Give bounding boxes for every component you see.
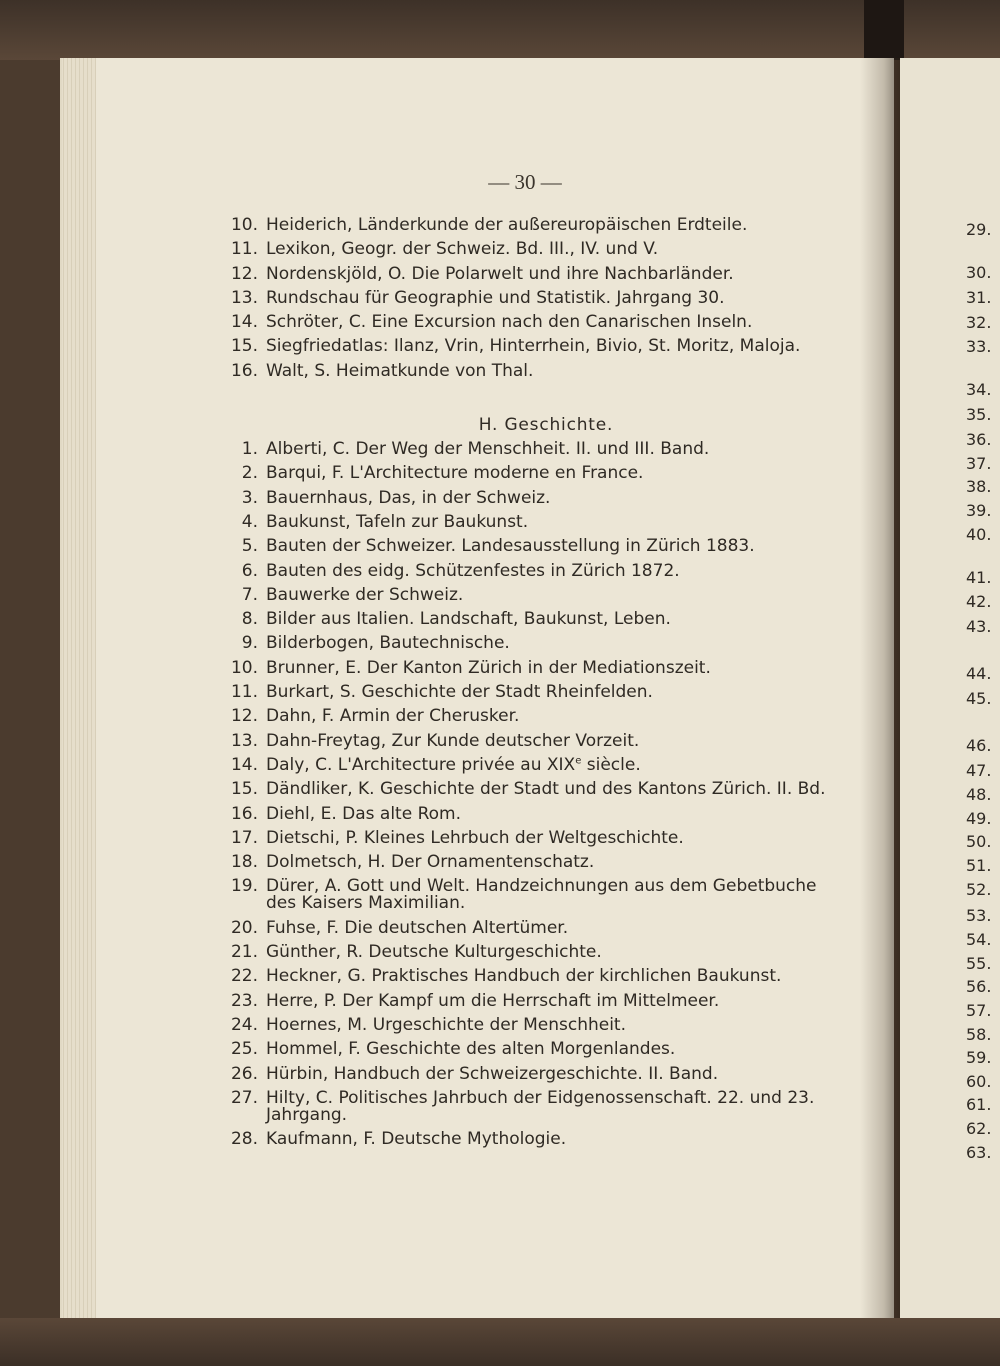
list-item-number: 17.: [230, 827, 258, 848]
list-item-text-main: Heiderich, Länderkunde der außereuropäischen Erdteile.: [266, 215, 748, 235]
list-item-text: [266, 241, 826, 258]
list-item-number: 14.: [230, 754, 258, 775]
geography-list-continuation: [216, 217, 856, 380]
list-item-number: 11.: [230, 682, 258, 703]
list-item-number: 10.: [230, 215, 258, 235]
list-item-text-main: Kaufmann, F. Deutsche Mythologie.: [266, 1129, 567, 1150]
list-item-text: [266, 314, 826, 331]
list-item: [216, 990, 856, 1011]
list-item-text-main: Herre, P. Der Kampf um die Herrschaft im Mittelmeer.: [266, 990, 720, 1011]
list-item-number: 21.: [230, 942, 258, 963]
list-item-number: 27.: [230, 1087, 258, 1108]
list-item-number: 11.: [230, 239, 258, 260]
list-item-text-main: Hürbin, Handbuch der Schweizergeschichte. II. Band.: [266, 1063, 719, 1084]
right-page-number: 59.: [966, 1048, 992, 1067]
right-page-number: 58.: [966, 1025, 992, 1044]
list-item-text: [266, 878, 826, 912]
list-item-text-main: Dolmetsch, H. Der Ornamentenschatz.: [266, 852, 595, 873]
list-item-number: 5.: [241, 536, 258, 557]
list-item-text: [266, 968, 826, 985]
list-item-number: 25.: [230, 1039, 258, 1060]
list-item-text-main: Diehl, E. Das alte Rom.: [266, 803, 461, 824]
list-item-text-tail: siècle.: [581, 754, 641, 775]
list-item-number: 10.: [230, 657, 258, 678]
list-item-text-main: Burkart, S. Geschichte der Stadt Rheinfelden.: [266, 682, 653, 703]
right-page-number: 41.: [966, 568, 992, 587]
list-item-text: [266, 465, 826, 482]
list-item-text-main: Rundschau für Geographie und Statistik. Jahrgang 30.: [266, 287, 725, 308]
list-item-number: 9.: [241, 633, 258, 654]
list-item-text-main: Bilder aus Italien. Landschaft, Baukunst, Leben.: [266, 609, 671, 630]
list-item-text-main: Hilty, C. Politisches Jahrbuch der Eidgenossenschaft. 22. und 23. Jahrgang.: [266, 1087, 815, 1125]
list-item: [216, 708, 856, 725]
list-item-text-main: Siegfriedatlas: Ilanz, Vrin, Hinterrhein, Bivio, St. Moritz, Maloja.: [266, 336, 801, 357]
right-page-number: 52.: [966, 880, 992, 899]
list-item: [216, 730, 856, 751]
list-item-number: 12.: [230, 263, 258, 284]
list-item-number: 26.: [230, 1063, 258, 1084]
list-item: [216, 803, 856, 824]
list-item: [216, 657, 856, 678]
list-item-text: [266, 827, 826, 848]
right-page-number: 47.: [966, 761, 992, 780]
list-item-number: 4.: [241, 511, 258, 532]
list-item-text: [266, 917, 826, 938]
list-item-text: [266, 730, 826, 751]
right-page-number: 46.: [966, 736, 992, 755]
list-item-text-main: Daly, C. L'Architecture privée au XIX: [266, 754, 576, 775]
list-item-number: 16.: [230, 803, 258, 824]
list-item: [216, 560, 856, 581]
list-item-number: 16.: [230, 360, 258, 381]
list-item-text: [266, 441, 826, 458]
list-item-text: [266, 657, 826, 678]
list-item: [216, 968, 856, 985]
list-item-number: 7.: [241, 584, 258, 605]
section-spacer: [216, 387, 856, 415]
list-item: [216, 1131, 856, 1148]
list-item: [216, 241, 856, 258]
list-item-text: [266, 1087, 826, 1125]
list-item: [216, 878, 856, 912]
right-page-number: 38.: [966, 477, 992, 496]
list-item-number: 1.: [241, 439, 258, 460]
list-item-number: 24.: [230, 1014, 258, 1035]
list-item-text: [266, 708, 826, 725]
right-page-number: 50.: [966, 832, 992, 851]
list-item-text: [266, 560, 826, 581]
list-item: [216, 360, 856, 381]
list-item: [216, 944, 856, 961]
list-item-text-main: Hoernes, M. Urgeschichte der Menschheit.: [266, 1014, 626, 1035]
list-item-number: 6.: [241, 560, 258, 581]
list-item-text: [266, 754, 826, 775]
right-page-number: 45.: [966, 689, 992, 708]
right-page-number: 31.: [966, 288, 992, 307]
right-page-number: 37.: [966, 454, 992, 473]
book-cover-bottom: [0, 1318, 1000, 1366]
list-item-text-main: Barqui, F. L'Architecture moderne en France.: [266, 463, 644, 484]
gutter-shadow: [860, 58, 900, 1318]
list-item: [216, 263, 856, 284]
history-list: [216, 441, 856, 1148]
list-item-text-main: Günther, R. Deutsche Kulturgeschichte.: [266, 942, 602, 963]
bibliography-list: [216, 217, 856, 1155]
list-item-text: [266, 1014, 826, 1035]
right-page-number: 49.: [966, 809, 992, 828]
page-edges: [60, 58, 96, 1318]
list-item: [216, 611, 856, 628]
list-item-text: [266, 944, 826, 961]
list-item-number: 20.: [230, 917, 258, 938]
list-item: [216, 287, 856, 308]
right-page-number: 29.: [966, 220, 992, 239]
right-page-number: 56.: [966, 977, 992, 996]
right-page-number: 43.: [966, 617, 992, 636]
list-item: [216, 465, 856, 482]
list-item-text: [266, 611, 826, 628]
list-item-text-main: Bauten des eidg. Schützenfestes in Zürich 1872.: [266, 560, 680, 581]
list-item-number: 3.: [241, 487, 258, 508]
list-item: [216, 635, 856, 652]
right-page-number: 40.: [966, 525, 992, 544]
list-item-text-main: Hommel, F. Geschichte des alten Morgenlandes.: [266, 1039, 676, 1060]
list-item-text-main: Bauernhaus, Das, in der Schweiz.: [266, 487, 551, 508]
list-item: [216, 1014, 856, 1035]
list-item-text-main: Dürer, A. Gott und Welt. Handzeichnungen aus dem Gebetbuche des Kaisers Maximilian.: [266, 876, 817, 914]
list-item-number: 28.: [230, 1129, 258, 1150]
list-item-number: 8.: [241, 609, 258, 630]
list-item: [216, 854, 856, 871]
list-item-text-main: Bilderbogen, Bautechnische.: [266, 633, 510, 654]
list-item-text: [266, 487, 826, 508]
right-page-number: 42.: [966, 592, 992, 611]
list-item-text: [266, 854, 826, 871]
list-item-text-main: Bauten der Schweizer. Landesausstellung in Zürich 1883.: [266, 536, 755, 557]
right-page-number: 48.: [966, 785, 992, 804]
list-item: [216, 511, 856, 532]
list-item-text: [266, 990, 826, 1011]
list-item: [216, 1087, 856, 1125]
list-item-text: [266, 803, 826, 824]
list-item-text-main: Dändliker, K. Geschichte der Stadt und des Kantons Zürich. II. Bd.: [266, 779, 826, 800]
right-page-number: 33.: [966, 337, 992, 356]
list-item-text: [266, 217, 826, 234]
list-item-text: [266, 360, 826, 381]
right-page-number: 62.: [966, 1119, 992, 1138]
list-item-number: 23.: [230, 990, 258, 1011]
right-page-number: 35.: [966, 405, 992, 424]
right-page-number: 36.: [966, 430, 992, 449]
list-item: [216, 314, 856, 331]
right-page-number: 30.: [966, 263, 992, 282]
list-item-text: [266, 684, 826, 701]
list-item-text-main: Walt, S. Heimatkunde von Thal.: [266, 360, 534, 381]
list-item: [216, 1063, 856, 1084]
list-item-text: [266, 338, 826, 355]
list-item: [216, 917, 856, 938]
list-item-text: [266, 635, 826, 652]
list-item-text: [266, 538, 826, 555]
list-item-number: 13.: [230, 730, 258, 751]
list-item: [216, 338, 856, 355]
list-item-text-main: Dietschi, P. Kleines Lehrbuch der Weltgeschichte.: [266, 827, 684, 848]
list-item: [216, 1041, 856, 1058]
list-item: [216, 487, 856, 508]
list-item-text: [266, 287, 826, 308]
list-item-number: 12.: [230, 706, 258, 727]
list-item: [216, 441, 856, 458]
right-page-number: 39.: [966, 501, 992, 520]
right-page-number: 57.: [966, 1001, 992, 1020]
right-page-number: 61.: [966, 1095, 992, 1114]
list-item-text-main: Fuhse, F. Die deutschen Altertümer.: [266, 917, 569, 938]
list-item: [216, 781, 856, 798]
list-item-number: 22.: [230, 966, 258, 987]
list-item: [216, 684, 856, 701]
list-item-text: [266, 584, 826, 605]
right-page-number: 44.: [966, 664, 992, 683]
list-item-text: [266, 511, 826, 532]
list-item-number: 13.: [230, 287, 258, 308]
list-item-text-main: Dahn-Freytag, Zur Kunde deutscher Vorzeit.: [266, 730, 640, 751]
list-item-text: [266, 781, 826, 798]
list-item-text-main: Nordenskjöld, O. Die Polarwelt und ihre Nachbarländer.: [266, 263, 734, 284]
superscript: e: [575, 755, 582, 767]
right-page-number: 54.: [966, 930, 992, 949]
list-item-text-main: Baukunst, Tafeln zur Baukunst.: [266, 511, 529, 532]
list-item: [216, 827, 856, 848]
list-item-number: 19.: [230, 876, 258, 897]
list-item: [216, 584, 856, 605]
right-page-number: 32.: [966, 313, 992, 332]
page-number: — 30 —: [488, 170, 562, 194]
right-page-number: 55.: [966, 954, 992, 973]
list-item-text-main: Lexikon, Geogr. der Schweiz. Bd. III., IV. und V.: [266, 239, 659, 260]
list-item: [216, 217, 856, 234]
list-item-text: [266, 263, 826, 284]
right-page-number: 60.: [966, 1072, 992, 1091]
right-page-number: 51.: [966, 856, 992, 875]
book-cover-top: [0, 0, 1000, 60]
list-item: [216, 754, 856, 775]
list-item-text-main: Bauwerke der Schweiz.: [266, 584, 464, 605]
list-item-number: 14.: [230, 312, 258, 333]
list-item-number: 15.: [230, 779, 258, 800]
right-page-number: 34.: [966, 380, 992, 399]
section-heading: H. Geschichte.: [478, 415, 614, 436]
list-item-number: 18.: [230, 852, 258, 873]
list-item-number: 2.: [241, 463, 258, 484]
list-item-text-main: Schröter, C. Eine Excursion nach den Canarischen Inseln.: [266, 312, 753, 333]
list-item-text: [266, 1063, 826, 1084]
right-page-number: 53.: [966, 906, 992, 925]
list-item-text-main: Heckner, G. Praktisches Handbuch der kirchlichen Baukunst.: [266, 966, 782, 987]
list-item: [216, 538, 856, 555]
list-item-text-main: Dahn, F. Armin der Cherusker.: [266, 706, 520, 727]
list-item-number: 15.: [230, 336, 258, 357]
list-item-text: [266, 1131, 826, 1148]
list-item-text-main: Brunner, E. Der Kanton Zürich in der Mediationszeit.: [266, 657, 711, 678]
right-page-number: 63.: [966, 1143, 992, 1162]
book-gutter-top: [864, 0, 904, 60]
list-item-text: [266, 1041, 826, 1058]
list-item-text-main: Alberti, C. Der Weg der Menschheit. II. und III. Band.: [266, 439, 710, 460]
